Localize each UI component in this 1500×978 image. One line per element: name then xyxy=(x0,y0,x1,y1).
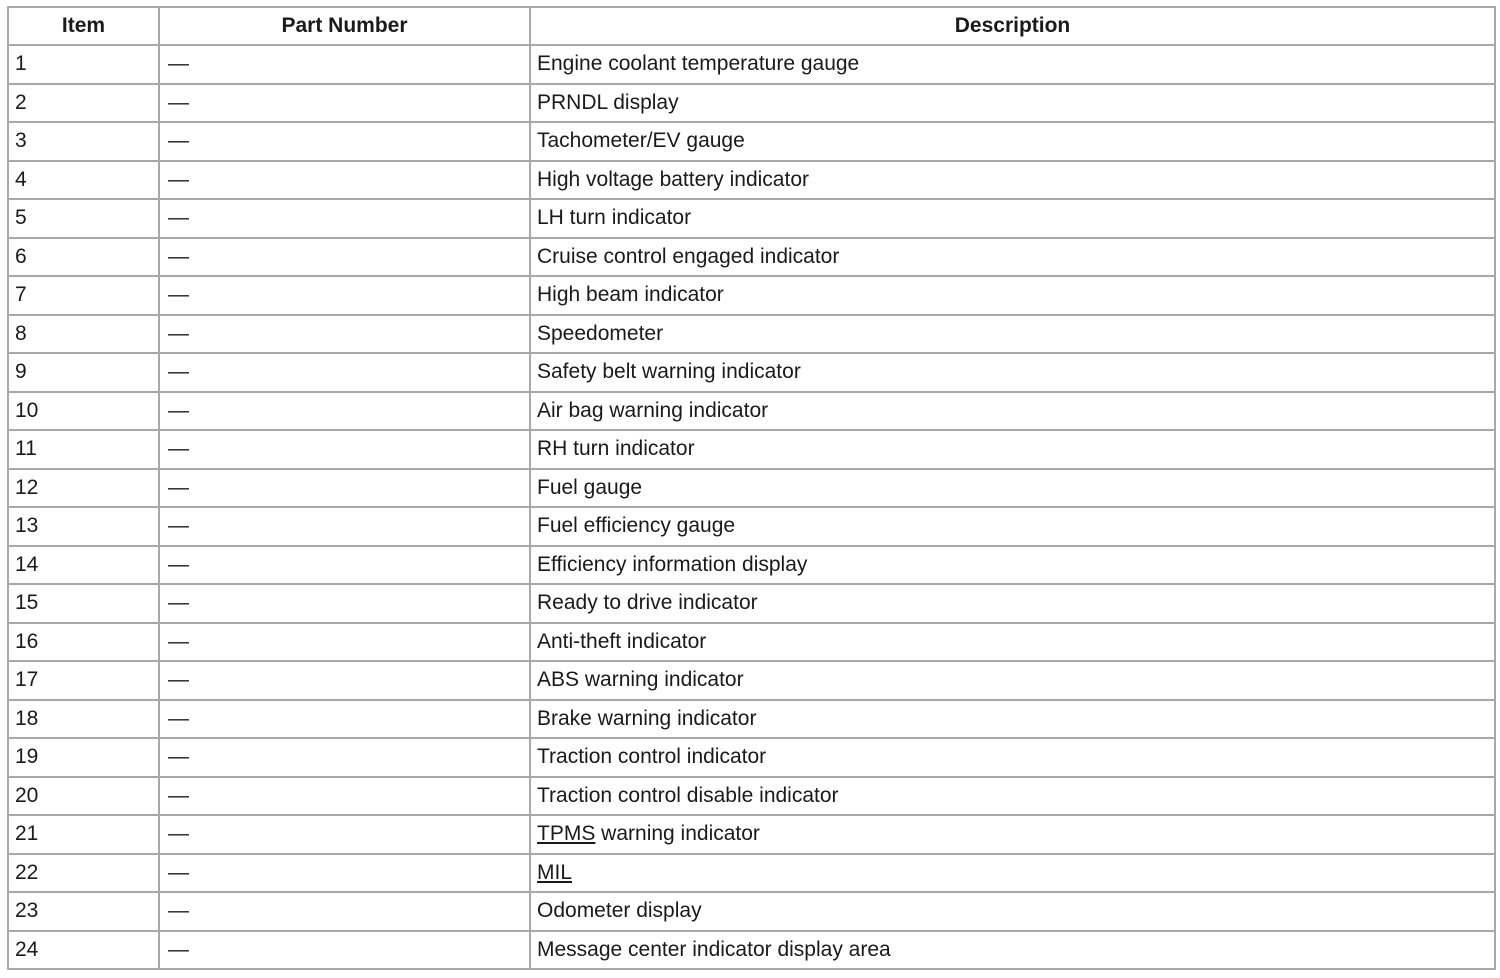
part-number-cell: — xyxy=(160,508,531,547)
table-row xyxy=(9,277,1496,316)
table-row xyxy=(9,46,1496,85)
item-number-cell: 15 xyxy=(9,585,160,624)
description-cell: Fuel efficiency gauge xyxy=(531,508,1496,547)
description-cell: Cruise control engaged indicator xyxy=(531,239,1496,278)
table-row xyxy=(9,393,1496,432)
table-row xyxy=(9,470,1496,509)
description-cell: PRNDL display xyxy=(531,85,1496,124)
table-row xyxy=(9,162,1496,201)
part-number-cell: — xyxy=(160,624,531,663)
table-row xyxy=(9,739,1496,778)
description-cell xyxy=(531,816,1496,855)
description-cell: Ready to drive indicator xyxy=(531,585,1496,624)
part-number-cell: — xyxy=(160,547,531,586)
abbreviation-link[interactable]: TPMS xyxy=(537,822,596,846)
item-number-cell: 19 xyxy=(9,739,160,778)
description-cell: Traction control indicator xyxy=(531,739,1496,778)
table-row xyxy=(9,624,1496,663)
table-row xyxy=(9,85,1496,124)
item-number-cell: 20 xyxy=(9,778,160,817)
part-number-cell: — xyxy=(160,393,531,432)
table-row xyxy=(9,778,1496,817)
item-number-cell: 3 xyxy=(9,123,160,162)
item-number-cell: 2 xyxy=(9,85,160,124)
table-row xyxy=(9,701,1496,740)
item-number-cell: 14 xyxy=(9,547,160,586)
column-header-part-number: Part Number xyxy=(160,8,531,46)
table-row xyxy=(9,508,1496,547)
part-number-cell: — xyxy=(160,123,531,162)
part-number-cell: — xyxy=(160,316,531,355)
table-row xyxy=(9,354,1496,393)
item-number-cell: 23 xyxy=(9,893,160,932)
description-cell: Speedometer xyxy=(531,316,1496,355)
item-number-cell: 12 xyxy=(9,470,160,509)
description-cell: Brake warning indicator xyxy=(531,701,1496,740)
description-cell: Traction control disable indicator xyxy=(531,778,1496,817)
table-row xyxy=(9,932,1496,971)
part-number-cell: — xyxy=(160,431,531,470)
part-number-cell: — xyxy=(160,893,531,932)
table-row xyxy=(9,855,1496,894)
description-cell: Odometer display xyxy=(531,893,1496,932)
part-number-cell: — xyxy=(160,701,531,740)
item-number-cell: 21 xyxy=(9,816,160,855)
part-number-cell: — xyxy=(160,200,531,239)
item-number-cell: 18 xyxy=(9,701,160,740)
table-header-row xyxy=(9,8,1496,46)
part-number-cell: — xyxy=(160,277,531,316)
part-number-cell: — xyxy=(160,662,531,701)
part-number-cell: — xyxy=(160,585,531,624)
item-number-cell: 1 xyxy=(9,46,160,85)
description-cell: High voltage battery indicator xyxy=(531,162,1496,201)
item-number-cell: 22 xyxy=(9,855,160,894)
part-number-cell: — xyxy=(160,855,531,894)
item-number-cell: 8 xyxy=(9,316,160,355)
item-number-cell: 16 xyxy=(9,624,160,663)
item-number-cell: 10 xyxy=(9,393,160,432)
description-cell: ABS warning indicator xyxy=(531,662,1496,701)
table-body xyxy=(9,46,1496,970)
description-cell: Message center indicator display area xyxy=(531,932,1496,971)
description-cell: Tachometer/EV gauge xyxy=(531,123,1496,162)
part-number-cell: — xyxy=(160,932,531,971)
item-number-cell: 11 xyxy=(9,431,160,470)
part-number-cell: — xyxy=(160,739,531,778)
part-number-cell: — xyxy=(160,354,531,393)
item-number-cell: 13 xyxy=(9,508,160,547)
part-number-cell: — xyxy=(160,239,531,278)
item-number-cell: 24 xyxy=(9,932,160,971)
table-row xyxy=(9,585,1496,624)
parts-table-container xyxy=(7,6,1496,970)
column-header-description: Description xyxy=(531,8,1496,46)
part-number-cell: — xyxy=(160,85,531,124)
column-header-item: Item xyxy=(9,8,160,46)
table-row xyxy=(9,200,1496,239)
description-cell: Anti-theft indicator xyxy=(531,624,1496,663)
item-number-cell: 4 xyxy=(9,162,160,201)
table-row xyxy=(9,239,1496,278)
description-cell: RH turn indicator xyxy=(531,431,1496,470)
table-row xyxy=(9,316,1496,355)
description-cell: LH turn indicator xyxy=(531,200,1496,239)
item-number-cell: 9 xyxy=(9,354,160,393)
abbreviation-link[interactable]: MIL xyxy=(537,860,573,884)
description-cell xyxy=(531,855,1496,894)
description-cell: Efficiency information display xyxy=(531,547,1496,586)
part-number-cell: — xyxy=(160,816,531,855)
table-row xyxy=(9,893,1496,932)
description-cell: Air bag warning indicator xyxy=(531,393,1496,432)
item-number-cell: 5 xyxy=(9,200,160,239)
part-number-cell: — xyxy=(160,778,531,817)
item-number-cell: 17 xyxy=(9,662,160,701)
item-number-cell: 7 xyxy=(9,277,160,316)
item-number-cell: 6 xyxy=(9,239,160,278)
description-text: warning indicator xyxy=(595,822,760,846)
description-cell: Engine coolant temperature gauge xyxy=(531,46,1496,85)
part-number-cell: — xyxy=(160,470,531,509)
table-row xyxy=(9,547,1496,586)
description-cell: Safety belt warning indicator xyxy=(531,354,1496,393)
table-row xyxy=(9,662,1496,701)
table-row xyxy=(9,816,1496,855)
parts-table xyxy=(7,6,1496,970)
table-row xyxy=(9,431,1496,470)
description-cell: Fuel gauge xyxy=(531,470,1496,509)
description-cell: High beam indicator xyxy=(531,277,1496,316)
table-row xyxy=(9,123,1496,162)
part-number-cell: — xyxy=(160,162,531,201)
part-number-cell: — xyxy=(160,46,531,85)
